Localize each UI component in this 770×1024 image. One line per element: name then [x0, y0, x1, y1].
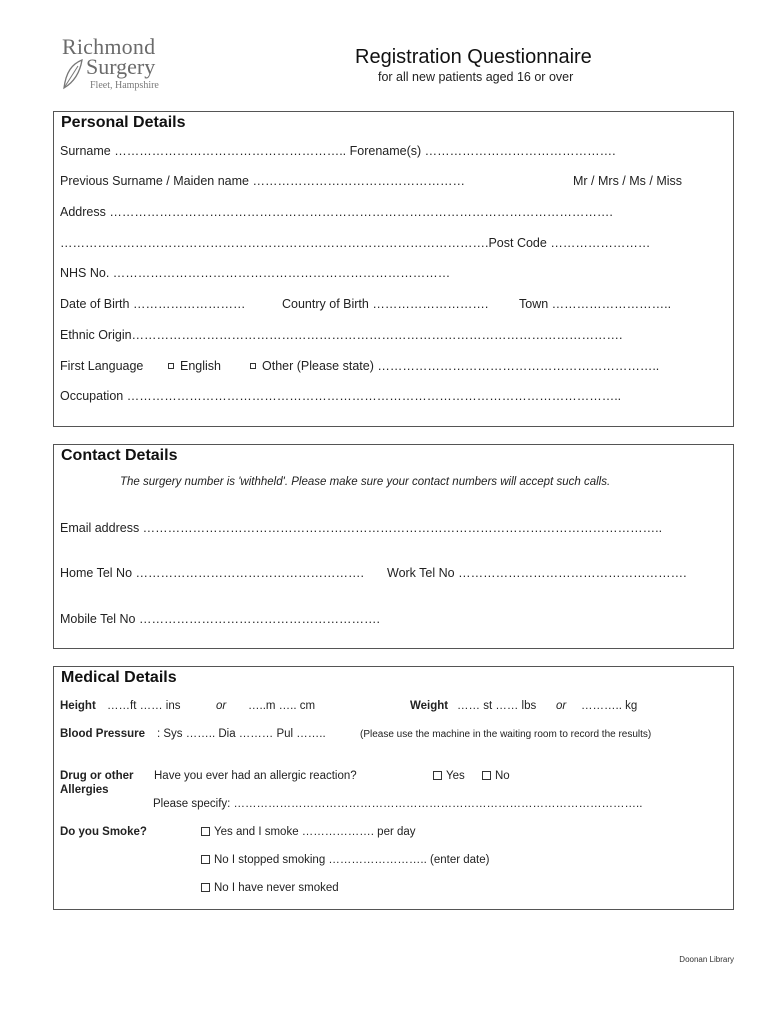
height-label: Height	[60, 700, 96, 712]
allergy-label-2: Allergies	[60, 784, 109, 796]
country-of-birth-field[interactable]: Country of Birth ……………………….	[282, 297, 489, 311]
surgery-logo	[60, 34, 200, 94]
other-language-option[interactable]	[250, 359, 659, 373]
address-field-1[interactable]: Address ………………………………………………………………………………………………………….	[60, 205, 613, 219]
title-options[interactable]: Mr / Mrs / Ms / Miss	[573, 174, 683, 188]
english-option[interactable]	[168, 359, 221, 373]
checkbox-icon[interactable]	[201, 827, 210, 836]
smoke-never-option[interactable]	[201, 882, 339, 894]
height-metric-field[interactable]: …..m ….. cm	[248, 700, 316, 712]
logo-line-3: Fleet, Hampshire	[90, 80, 159, 91]
section-title: Medical Details	[61, 669, 177, 686]
or-label: or	[556, 700, 567, 712]
allergy-label-1: Drug or other	[60, 770, 134, 782]
height-imperial-field[interactable]: ……ft …… ins	[107, 700, 181, 712]
occupation-field[interactable]: Occupation ………………………………………………………………………………………………………..	[60, 389, 622, 403]
blood-pressure-fields[interactable]: : Sys …….. Dia ……… Pul ……..	[157, 728, 326, 740]
section-title: Contact Details	[61, 447, 178, 464]
allergy-no-option[interactable]	[482, 770, 510, 782]
ethnic-origin-field[interactable]: Ethnic Origin……………………………………………………………………………………………………….	[60, 328, 623, 342]
smoke-stopped-option[interactable]	[201, 854, 489, 866]
weight-label: Weight	[410, 700, 449, 712]
allergy-yes-option[interactable]	[433, 770, 465, 782]
smoke-stopped-label: No I stopped smoking …………………….. (enter date)	[214, 854, 490, 866]
checkbox-icon[interactable]	[168, 363, 174, 369]
smoke-yes-option[interactable]	[201, 826, 416, 838]
checkbox-icon[interactable]	[250, 363, 256, 369]
other-language-label: Other (Please state) …………………………………………………………..	[262, 359, 660, 373]
page-subtitle: for all new patients aged 16 or over	[378, 70, 574, 84]
smoke-label: Do you Smoke?	[60, 826, 147, 838]
allergy-specify-field[interactable]: Please specify: ……………………………………………………………………………………………..	[153, 798, 643, 810]
logo-line-1: Richmond	[62, 34, 156, 59]
smoke-never-label: No I have never smoked	[214, 882, 339, 894]
email-field[interactable]: Email address ……………………………………………………………………………………………………………..	[60, 521, 663, 535]
yes-label: Yes	[446, 770, 465, 782]
logo-line-2: Surgery	[86, 54, 156, 79]
nhs-number-field[interactable]: NHS No. ………………………………………………………………………	[60, 266, 451, 280]
no-label: No	[495, 770, 510, 782]
address-postcode-field[interactable]: ………………………………………………………………………………………….Post Code ……………………	[60, 236, 651, 250]
contact-note: The surgery number is 'withheld'. Please make sure your contact numbers will accept such calls.	[120, 476, 611, 488]
blood-pressure-label: Blood Pressure	[60, 728, 145, 740]
work-tel-field[interactable]: Work Tel No ……………………………………………….	[387, 566, 687, 580]
smoke-yes-label: Yes and I smoke ………………. per day	[214, 826, 416, 838]
footer-text: Doonan Library	[679, 955, 734, 964]
checkbox-icon[interactable]	[201, 855, 210, 864]
town-field[interactable]: Town ………………………..	[519, 297, 672, 311]
or-label: or	[216, 700, 227, 712]
leaf-icon	[62, 58, 84, 90]
section-title: Personal Details	[61, 114, 186, 131]
blood-pressure-note: (Please use the machine in the waiting room to record the results)	[360, 729, 652, 740]
weight-imperial-field[interactable]: …… st …… lbs	[457, 700, 537, 712]
surname-field[interactable]: Surname ……………………………………………….. Forename(s) ……………………………………….	[60, 144, 616, 158]
checkbox-icon[interactable]	[482, 771, 491, 780]
checkbox-icon[interactable]	[433, 771, 442, 780]
weight-metric-field[interactable]: ……….. kg	[581, 700, 638, 712]
first-language-label: First Language	[60, 359, 144, 373]
checkbox-icon[interactable]	[201, 883, 210, 892]
home-tel-field[interactable]: Home Tel No ……………………………………………….	[60, 566, 364, 580]
mobile-tel-field[interactable]: Mobile Tel No ………………………………………………….	[60, 612, 380, 626]
english-label: English	[180, 359, 221, 373]
date-of-birth-field[interactable]: Date of Birth ………………………	[60, 297, 246, 311]
page-title: Registration Questionnaire	[355, 46, 592, 68]
previous-surname-field[interactable]: Previous Surname / Maiden name ……………………………………………	[60, 174, 465, 188]
allergy-question: Have you ever had an allergic reaction?	[154, 770, 357, 782]
